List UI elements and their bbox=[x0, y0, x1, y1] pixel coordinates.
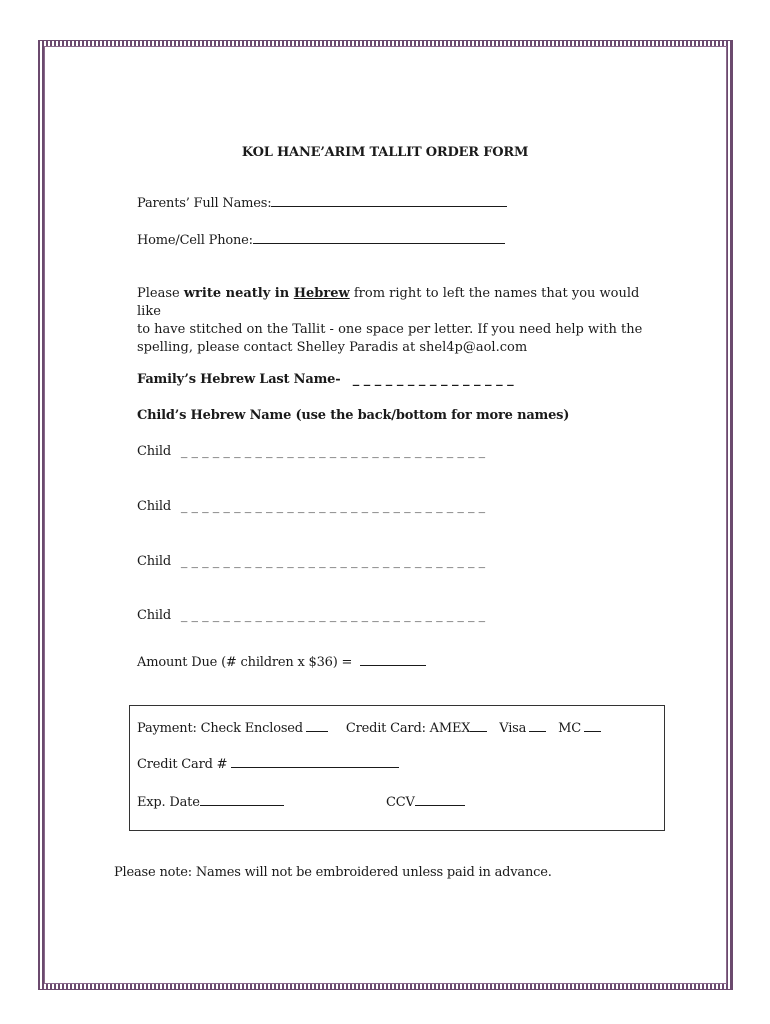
instructions-paragraph bbox=[137, 285, 657, 357]
family-name-row bbox=[137, 371, 514, 389]
exp-date-label: Exp. Date bbox=[137, 795, 200, 810]
amex-field[interactable] bbox=[470, 718, 487, 732]
ccv-label: CCV bbox=[386, 795, 415, 810]
visa-label: Visa bbox=[499, 721, 527, 736]
amount-due-label: Amount Due (# children x $36) = bbox=[137, 655, 353, 670]
credit-card-number-label: Credit Card # bbox=[137, 757, 228, 772]
instructions-hebrew: Hebrew bbox=[293, 286, 350, 301]
mc-field[interactable] bbox=[584, 718, 601, 732]
child-row bbox=[137, 498, 485, 516]
amount-due-row bbox=[137, 652, 426, 672]
payment-check-label: Payment: Check Enclosed bbox=[137, 721, 303, 736]
mc-label: MC bbox=[558, 721, 582, 736]
child-row bbox=[137, 607, 485, 625]
parents-names-row bbox=[137, 193, 507, 213]
ccv-field[interactable] bbox=[415, 792, 465, 806]
child-label: Child bbox=[137, 444, 171, 459]
instructions-line-3: spelling, please contact Shelley Paradis at shel4p@aol.com bbox=[137, 340, 528, 355]
child-row bbox=[137, 553, 485, 571]
phone-field[interactable] bbox=[253, 230, 505, 244]
family-name-field[interactable]: _ _ _ _ _ _ _ _ _ _ _ _ _ _ _ bbox=[352, 372, 514, 387]
form-title: KOL HANE’ARIM TALLIT ORDER FORM bbox=[241, 145, 529, 160]
instructions-bold: write neatly in bbox=[183, 286, 294, 301]
child-row bbox=[137, 443, 485, 461]
child-name-field[interactable]: _ _ _ _ _ _ _ _ _ _ _ _ _ _ _ _ _ _ _ _ _ _ _ _ _ _ _ _ _ bbox=[180, 554, 486, 569]
credit-card-number-field[interactable] bbox=[231, 754, 399, 768]
amount-due-field[interactable] bbox=[360, 652, 426, 666]
phone-label: Home/Cell Phone: bbox=[137, 233, 253, 248]
instructions-line-2: to have stitched on the Tallit - one space per letter. If you need help with the bbox=[137, 322, 643, 337]
instructions-text-2: from right to left the names that you would like bbox=[137, 286, 640, 319]
instructions-text-1: Please bbox=[137, 286, 184, 301]
child-label: Child bbox=[137, 499, 171, 514]
child-label: Child bbox=[137, 554, 171, 569]
parents-names-field[interactable] bbox=[271, 193, 507, 207]
child-name-header: Child’s Hebrew Name (use the back/bottom for more names) bbox=[137, 408, 570, 423]
credit-card-number-row bbox=[137, 754, 399, 774]
child-name-field[interactable]: _ _ _ _ _ _ _ _ _ _ _ _ _ _ _ _ _ _ _ _ _ _ _ _ _ _ _ _ _ bbox=[180, 608, 486, 623]
child-name-field[interactable]: _ _ _ _ _ _ _ _ _ _ _ _ _ _ _ _ _ _ _ _ _ _ _ _ _ _ _ _ _ bbox=[180, 444, 486, 459]
check-enclosed-field[interactable] bbox=[306, 718, 328, 732]
credit-card-amex-label: Credit Card: AMEX bbox=[345, 721, 471, 736]
phone-row bbox=[137, 230, 505, 250]
visa-field[interactable] bbox=[529, 718, 546, 732]
child-name-field[interactable]: _ _ _ _ _ _ _ _ _ _ _ _ _ _ _ _ _ _ _ _ _ _ _ _ _ _ _ _ _ bbox=[180, 499, 486, 514]
payment-note: Please note: Names will not be embroidered unless paid in advance. bbox=[114, 865, 552, 880]
family-name-label: Family’s Hebrew Last Name- bbox=[137, 372, 341, 387]
exp-date-row bbox=[137, 792, 284, 812]
payment-row bbox=[137, 718, 601, 738]
exp-date-field[interactable] bbox=[200, 792, 284, 806]
parents-names-label: Parents’ Full Names: bbox=[137, 196, 272, 211]
ccv-row bbox=[386, 792, 465, 812]
child-label: Child bbox=[137, 608, 171, 623]
